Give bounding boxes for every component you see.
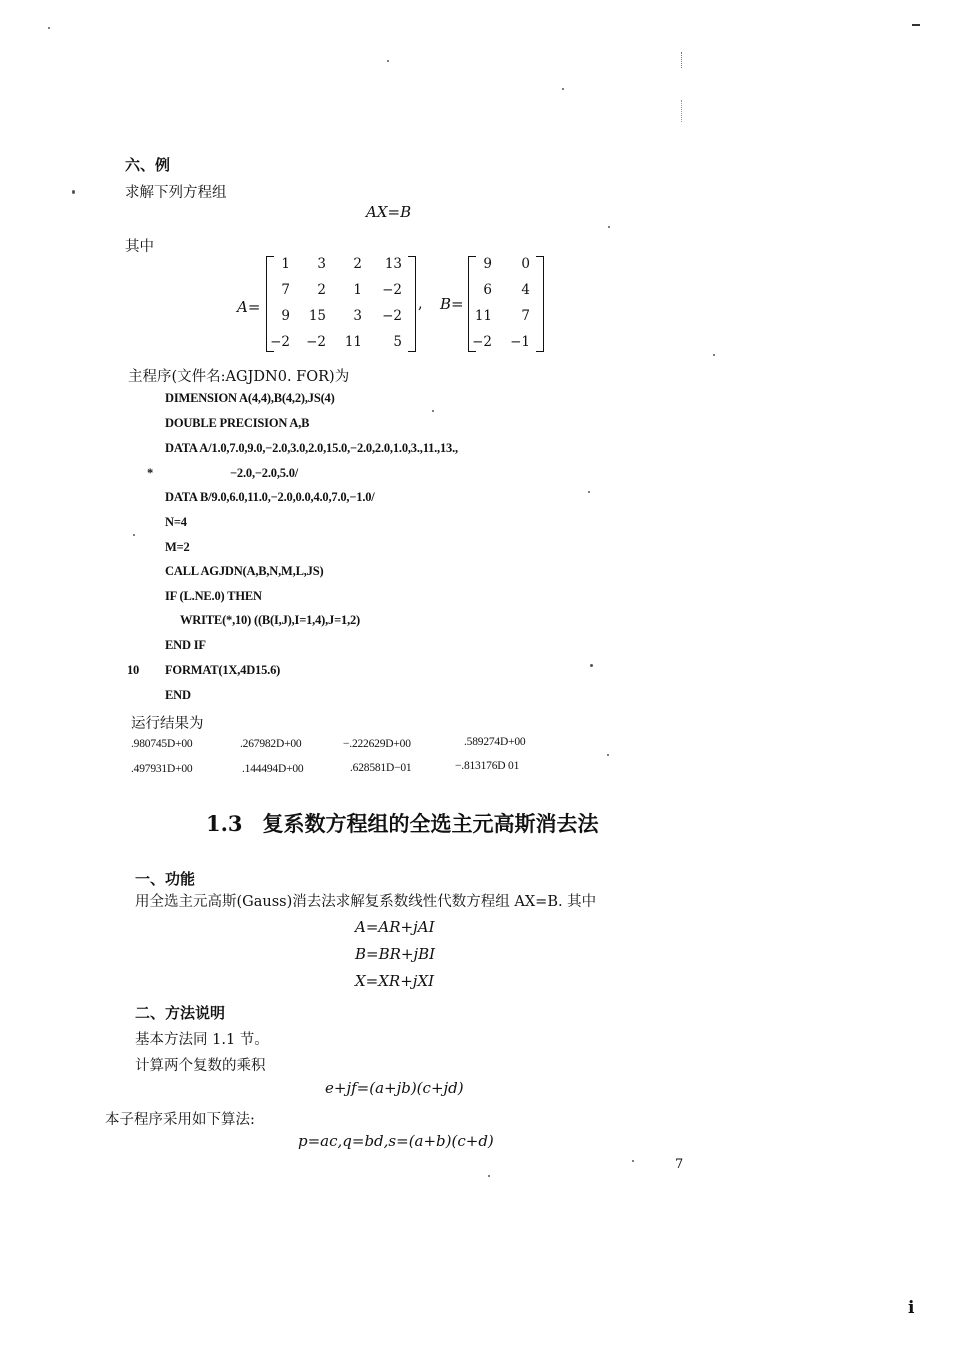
main-equation: AX=B — [366, 203, 412, 221]
code-line: −2.0,−2.0,5.0/ — [230, 466, 299, 480]
matrix-a-cell: 1 — [353, 282, 362, 298]
code-line: CALL AGJDN(A,B,N,M,L,JS) — [165, 564, 324, 578]
scan-mark — [681, 52, 683, 68]
result-label: 运行结果为 — [131, 716, 204, 732]
result-value: .980745D+00 — [131, 738, 193, 750]
code-line: FORMAT(1X,4D15.6) — [165, 663, 281, 677]
result-value: −.813176D 01 — [455, 760, 520, 772]
matrix-a-cell: 13 — [384, 256, 402, 272]
matrix-b-row — [468, 334, 544, 360]
code-line: WRITE(*,10) ((B(I,J),I=1,4),J=1,2) — [180, 613, 361, 627]
matrix-a-cell: −2 — [382, 308, 402, 324]
matrix-a-cell: 2 — [353, 256, 362, 272]
main-program-label: 主程序(文件名:AGJDN0. FOR)为 — [128, 369, 350, 385]
code-line: DIMENSION A(4,4),B(4,2),JS(4) — [165, 391, 335, 405]
method-equation: e+jf=(a+jb)(c+jd) — [325, 1079, 464, 1097]
matrix-comma: , — [418, 296, 423, 312]
scan-speck — [72, 190, 75, 194]
result-value: .144494D+00 — [242, 763, 304, 775]
function-text: 用全选主元高斯(Gauss)消去法求解复系数线性代数方程组 AX=B. 其中 — [135, 894, 597, 910]
matrix-a-cell: 15 — [308, 308, 326, 324]
matrix-b-row — [468, 308, 544, 334]
matrix-a-cell: −2 — [382, 282, 402, 298]
result-value: .589274D+00 — [464, 736, 526, 748]
method-equation: p=ac,q=bd,s=(a+b)(c+d) — [298, 1132, 494, 1150]
matrix-a-cell: 7 — [281, 282, 290, 298]
stray-glyph: i — [908, 1298, 915, 1318]
matrix-b — [468, 256, 544, 352]
intro-text: 求解下列方程组 — [125, 185, 227, 201]
result-value: .267982D+00 — [240, 738, 302, 750]
matrix-a-cell: 1 — [281, 256, 290, 272]
code-line: DOUBLE PRECISION A,B — [165, 416, 310, 430]
result-value: .497931D+00 — [131, 763, 193, 775]
function-equation: A=AR+jAI — [355, 918, 435, 936]
example-heading: 六、例 — [125, 156, 171, 174]
matrix-b-row — [468, 256, 544, 282]
scan-mark — [681, 100, 683, 122]
scan-speck — [562, 88, 564, 90]
code-line: DATA A/1.0,7.0,9.0,−2.0,3.0,2.0,15.0,−2.0,2.0,1.0,3.,11.,13., — [165, 441, 458, 455]
matrix-a-cell: −2 — [270, 334, 290, 350]
scan-speck — [588, 491, 590, 493]
section-title — [206, 808, 599, 838]
code-label-10: 10 — [127, 663, 140, 677]
scan-speck — [713, 354, 715, 356]
matrix-a-cell: 5 — [393, 334, 402, 350]
matrix-a-cell: 11 — [344, 334, 362, 350]
page-number: 7 — [675, 1157, 684, 1172]
code-line: DATA B/9.0,6.0,11.0,−2.0,0.0,4.0,7.0,−1.0/ — [165, 490, 375, 504]
scan-mark — [912, 24, 920, 26]
matrix-b-cell: 0 — [521, 256, 530, 272]
matrix-a-cell: 2 — [317, 282, 326, 298]
function-heading: 一、功能 — [135, 870, 196, 888]
matrix-a-row — [266, 308, 416, 334]
method-line: 计算两个复数的乘积 — [135, 1058, 266, 1074]
scan-speck — [590, 664, 593, 667]
matrix-b-label: B= — [440, 295, 464, 313]
scan-speck — [387, 60, 389, 62]
matrix-b-cell: −1 — [510, 334, 530, 350]
code-line: END IF — [165, 638, 206, 652]
scan-speck — [133, 534, 135, 536]
code-line: N=4 — [165, 515, 187, 529]
method-heading: 二、方法说明 — [135, 1004, 226, 1022]
continuation-mark: * — [147, 466, 154, 480]
scan-speck — [608, 226, 610, 228]
matrix-a-row — [266, 334, 416, 360]
method-line: 本子程序采用如下算法: — [105, 1112, 255, 1128]
matrix-b-cell: −2 — [472, 334, 492, 350]
function-equation: B=BR+jBI — [355, 945, 436, 963]
matrix-a-row — [266, 256, 416, 282]
matrix-b-cell: 7 — [521, 308, 530, 324]
matrix-a — [266, 256, 416, 352]
code-line: M=2 — [165, 540, 190, 554]
scan-speck — [607, 754, 609, 756]
where-text: 其中 — [125, 239, 154, 255]
matrix-a-cell: 3 — [353, 308, 362, 324]
scan-speck — [632, 1160, 634, 1162]
matrix-a-row — [266, 282, 416, 308]
matrix-b-cell: 4 — [521, 282, 530, 298]
result-value: .628581D−01 — [350, 762, 412, 774]
code-line: IF (L.NE.0) THEN — [165, 589, 262, 603]
result-value: −.222629D+00 — [343, 738, 411, 750]
matrix-b-cell: 9 — [483, 256, 492, 272]
scan-speck — [432, 410, 434, 412]
matrix-a-cell: −2 — [306, 334, 326, 350]
section-number: 1.3 — [206, 811, 243, 836]
section-title-text: 复系数方程组的全选主元高斯消去法 — [262, 811, 599, 836]
matrix-b-cell: 11 — [474, 308, 492, 324]
scan-speck — [488, 1175, 490, 1177]
matrix-a-cell: 9 — [281, 308, 290, 324]
matrix-a-label: A= — [237, 298, 261, 316]
scan-speck — [48, 27, 50, 29]
matrix-b-row — [468, 282, 544, 308]
matrix-b-cell: 6 — [483, 282, 492, 298]
matrix-a-cell: 3 — [317, 256, 326, 272]
code-line: END — [165, 688, 191, 702]
function-equation: X=XR+jXI — [355, 972, 435, 990]
method-line: 基本方法同 1.1 节。 — [135, 1032, 269, 1048]
